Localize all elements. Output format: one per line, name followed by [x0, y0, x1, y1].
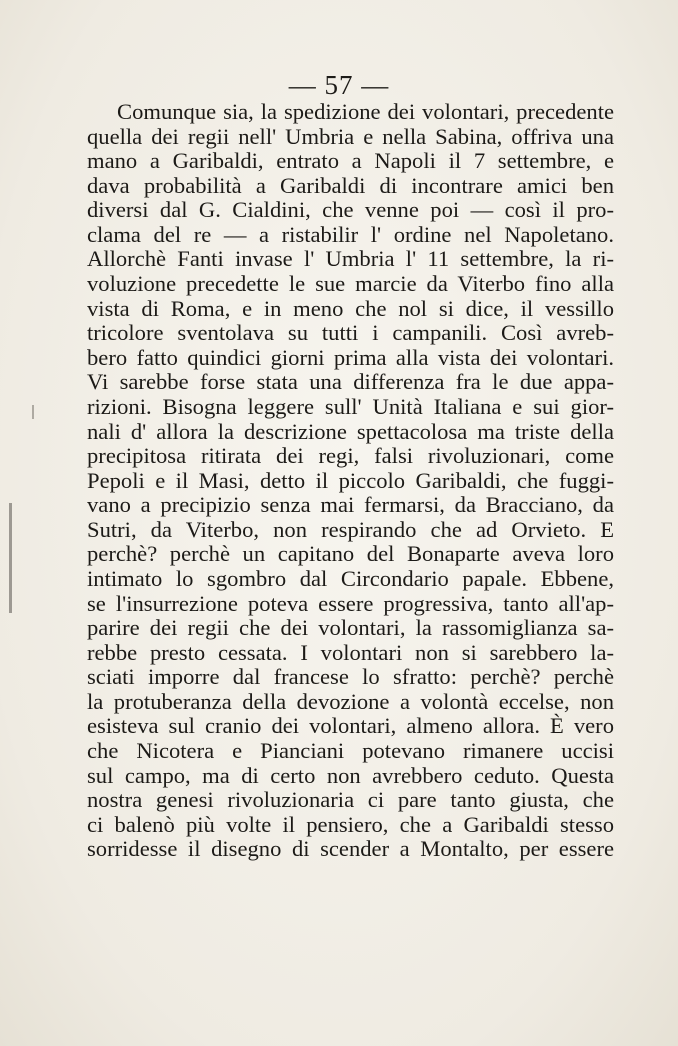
text-line: mano a Garibaldi, entrato a Napoli il 7 settembre, e [87, 148, 614, 174]
text-line: sciati imporre dal francese lo sfratto: perchè? perchè [87, 664, 614, 690]
margin-pencil-mark [9, 503, 12, 613]
text-line: Allorchè Fanti invase l' Umbria l' 11 settembre, la ri- [87, 246, 614, 272]
text-line: rizioni. Bisogna leggere sull' Unità Italiana e sui gior- [87, 393, 614, 419]
text-line: se l'insurrezione poteva essere progressiva, tanto all'ap- [87, 590, 614, 616]
text-line: voluzione precedette le sue marcie da Viterbo fino alla [87, 271, 614, 297]
text-line: sorridesse il disegno di scender a Montalto, per essere [87, 836, 614, 862]
text-line: quella dei regii nell' Umbria e nella Sabina, offriva una [87, 123, 614, 149]
page-number: — 57 — [288, 70, 390, 100]
body-text [87, 100, 614, 862]
text-line: vista di Roma, e in meno che nol si dice, il vessillo [87, 295, 614, 321]
text-line: vano a precipizio senza mai fermarsi, da Bracciano, da [87, 492, 614, 518]
text-line: che Nicotera e Pianciani potevano rimanere uccisi [87, 738, 614, 764]
text-line: rebbe presto cessata. I volontari non si sarebbero la- [87, 639, 614, 665]
text-line: bero fatto quindici giorni prima alla vista dei volontari. [87, 344, 614, 370]
text-line: Comunque sia, la spedizione dei volontari, precedente [117, 99, 614, 124]
text-line: Pepoli e il Masi, detto il piccolo Garibaldi, che fuggi- [87, 467, 614, 493]
text-line: precipitosa ritirata dei regi, falsi rivoluzionari, come [87, 443, 614, 469]
text-line: perchè? perchè un capitano del Bonaparte aveva loro [87, 541, 614, 567]
text-line: Sutri, da Viterbo, non respirando che ad Orvieto. E [87, 516, 614, 542]
text-line: clama del re — a ristabilir l' ordine nel Napoletano. [87, 221, 614, 247]
text-line: nali d' allora la descrizione spettacolosa ma triste della [87, 418, 614, 444]
text-line: nostra genesi rivoluzionaria ci pare tanto giusta, che [87, 787, 614, 813]
text-line: tricolore sventolava su tutti i campanili. Così avreb- [87, 320, 614, 346]
text-line: intimato lo sgombro dal Circondario papale. Ebbene, [87, 565, 614, 591]
text-line: diversi dal G. Cialdini, che venne poi — così il pro- [87, 197, 614, 223]
text-line: Vi sarebbe forse stata una differenza fra le due appa- [87, 369, 614, 395]
text-line: esisteva sul cranio dei volontari, almeno allora. È vero [87, 713, 614, 739]
text-line: sul campo, ma di certo non avrebbero ceduto. Questa [87, 762, 614, 788]
text-line: parire dei regii che dei volontari, la rassomiglianza sa- [87, 615, 614, 641]
text-line: ci balenò più volte il pensiero, che a Garibaldi stesso [87, 811, 614, 837]
margin-tick-mark [32, 405, 34, 419]
text-line: la protuberanza della devozione a volontà eccelse, non [87, 688, 614, 714]
text-line: dava probabilità a Garibaldi di incontrare amici ben [87, 172, 614, 198]
